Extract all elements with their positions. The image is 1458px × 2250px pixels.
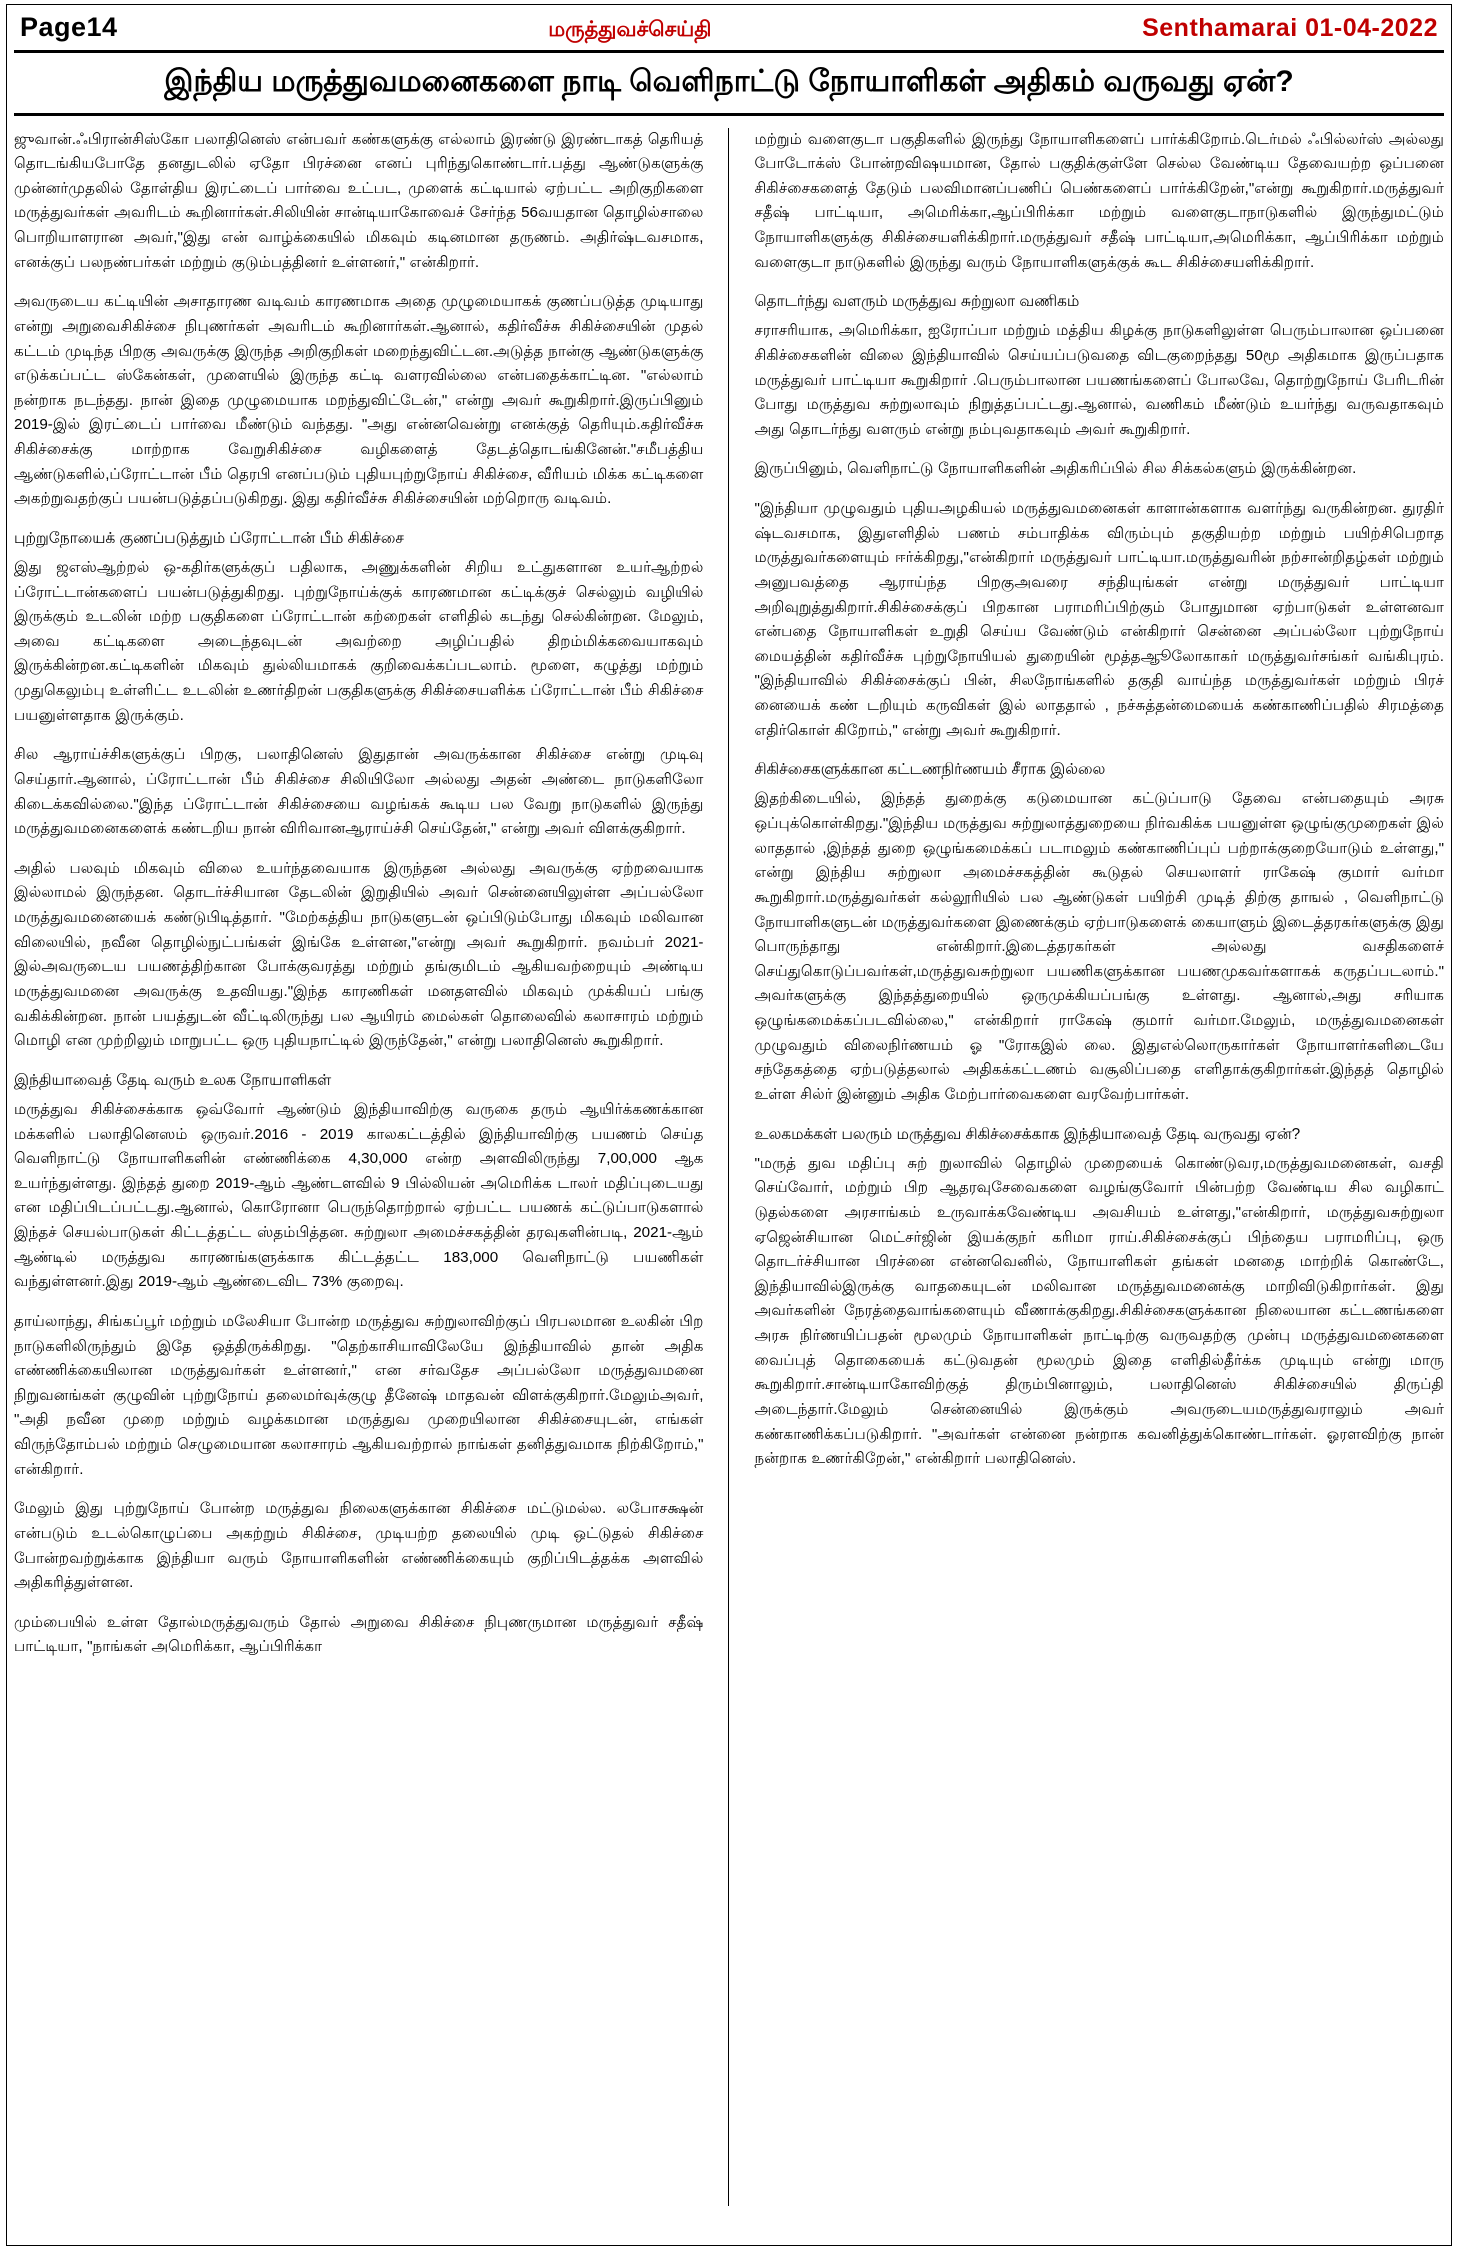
masthead — [14, 10, 1444, 53]
subheading: இந்தியாவைத் தேடி வரும் உலக நோயாளிகள் — [14, 1071, 332, 1089]
paragraph: அதில் பலவும் மிகவும் விலை உயர்ந்தவையாக இருந்தன அல்லது அவருக்கு ஏற்றவையாக இல்லாமல் இருந்தன. தொடர்ச்சியான தேடலின் இறுதியில் அவர் சென்னையிலுள்ள அப்பல்லோ மருத்துவமனையைக் கண்டுபிடித்தார். "மேற்கத்திய நாடுகளுடன் ஒப்பிடும்போது மிகவும் மலிவான விலையில், நவீன தொழில்நுட்பங்கள் இங்கே உள்ளன,"என்று அவர் கூறுகிறார். நவம்பர் 2021-இல்அவருடைய பயணத்திற்கான போக்குவரத்து மற்றும் தங்குமிடம் ஆகியவற்றையும் அண்டிய மருத்துவமனை அவருக்கு உதவியது."இந்த காரணிகள் மனதளவில் மிகவும் முக்கியப் பங்கு வகிக்கின்றன. நான் பயத்துடன் வீட்டிலிருந்து பல ஆயிரம் மைல்கள் தொலைவில் கலாசாரம் மற்றும் மொழி என முற்றிலும் மாறுபட்ட ஒரு புதியநாட்டில் இருந்தேன்," என்று பலாதினெஸ் கூறுகிறார். — [14, 859, 704, 1050]
paragraph: ஜுவான்.ஃபிரான்சிஸ்கோ பலாதினெஸ் என்பவர் கண்களுக்கு எல்லாம் இரண்டு இரண்டாகத் தெரியத் தொடங்கியபோதே தனதுடலில் ஏதோ பிரச்னை எனப் புரிந்துகொண்டார்.பத்து ஆண்டுகளுக்கு முன்னர்முதலில் தோள்திய இரட்டைப் பார்வை உட்பட, முளைக் கட்டியால் ஏற்பட்ட அறிகுறிகளை மருத்துவர்கள் அவரிடம் கூறினார்கள்.சிலியின் சான்டியாகோவைச் சேர்ந்த 56வயதான தொழில்சாலை பொறியாளரான அவர்,"இது என் வாழ்க்கையில் மிகவும் கடினமான தருணம். அதிர்ஷ்டவசமாக, எனக்குப் பலநண்பர்கள் மற்றும் குடும்பத்தினர் உள்ளனர்," என்கிறார். — [14, 130, 704, 271]
paper-name-and-date: Senthamarai 01-04-2022 — [1142, 14, 1438, 42]
subheading: தொடர்ந்து வளரும் மருத்துவ சுற்றுலா வணிகம் — [754, 293, 1080, 311]
paragraph: தாய்லாந்து, சிங்கப்பூர் மற்றும் மலேசியா போன்ற மருத்துவ சுற்றுலாவிற்குப் பிரபலமான உலகின் பிற நாடுகளிலிருந்தும் இதே ஒத்திருக்கிறது. "தெற்காசியாவிலேயே இந்தியாவில் தான் அதிக எண்ணிக்கையிலான மருத்துவர்கள் உள்ளனர்," என சர்வதேச அப்பல்லோ மருத்துவமனை நிறுவனங்கள் குழுவின் புற்றுநோய் தலைமர்வுக்குழு தீனேஷ் மாதவன் விளக்குகிறார்.மேலும்அவர், "அதி நவீன முறை மற்றும் வழக்கமான மருத்துவ முறையிலான சிகிச்சையுடன், எங்கள் விருந்தோம்பல் மற்றும் செழுமையான கலாசாரம் ஆகியவற்றால் நாங்கள் தனித்துவமாக நிற்கிறோம்," என்கிறார். — [14, 1312, 704, 1478]
paragraph: மேலும் இது புற்றுநோய் போன்ற மருத்துவ நிலைகளுக்கான சிகிச்சை மட்டுமல்ல. லபோசக்ஷன் என்படும் உடல்கொழுப்பை அகற்றும் சிகிச்சை, முடியற்ற தலையில் முடி ஒட்டுதல் சிகிச்சை போன்றவற்றுக்காக இந்தியா வரும் நோயாளிகளின் எண்ணிக்கையும் குறிப்பிடத்தக்க அளவில் அதிகரித்துள்ளன. — [14, 1500, 704, 1592]
paragraph: அவருடைய கட்டியின் அசாதாரண வடிவம் காரணமாக அதை முழுமையாகக் குணப்படுத்த முடியாது என்று அறுவைசிகிச்சை நிபுணர்கள் அவரிடம் கூறினார்கள்.ஆனால், கதிர்வீச்சு சிகிச்சையின் முதல் கட்டம் முடிந்த பிறகு அவருக்கு இருந்த அறிகுறிகள் மறைந்துவிட்டன.அடுத்த நான்கு ஆண்டுகளுக்கு எடுக்கப்பட்ட ஸ்கேன்கள், முளையில் இருந்த கட்டி வளரவில்லை என்பதைக்காட்டின. "எல்லாம் நன்றாக நடந்தது. நான் இதை முழுமையாக மறந்துவிட்டேன்," என்று அவர் கூறுகிறார்.இருப்பினும் 2019-இல் இரட்டைப் பார்வை மீண்டும் வந்தது. "அது என்னவென்று எனக்குத் தெரியும்.கதிர்வீச்சு சிகிச்சைக்கு மாற்றாக வேறுசிகிச்சை வழிகளைத் தேடத்தொடங்கினேன்."சமீபத்திய ஆண்டுகளில்,ப்ரோட்டான் பீம் தெரபி எனப்படும் புதியபுற்றுநோய் சிகிச்சை, வீரியம் மிக்க கட்டிகளை அகற்றுவதற்குப் பயன்படுத்தப்படுகிறது. இது கதிர்வீச்சு சிகிச்சையின் மற்றொரு வடிவம். — [14, 293, 704, 508]
paragraph: "மருத் துவ மதிப்பு சுற் றுலாவில் தொழில் முறையைக் கொண்டுவர,மருத்துவமனைகள், வசதி செய்வோர், மற்றும் பிற ஆதரவுசேவைகளை வழங்குவோர் பின்பற்ற வேண்டிய சில வழிகாட் டுதல்களை அரசாங்கம் உருவாக்கவேண்டிய அவசியம் உள்ளது,"என்கிறார், மருத்துவசுற்றுலா ஏஜென்சியான மெட்சர்ஜின் இயக்குநர் கரிமா ராய்.சிகிச்சைக்குப் பிந்தைய பராமரிப்பு, ஒரு தொடர்ச்சியான பிரச்னை என்னவெனில், நோயாளிகள் தங்கள் மனதை மாற்றிக் கொண்டே, இந்தியாவில்இருக்கு வாதகையுடன் மலிவான மருத்துவமனைக்கு மாறிவிடுகிறார்கள். இது அவர்களின் நேரத்தைவாங்களையும் வீணாக்குகிறது.சிகிச்சைகளுக்கான நிலையான கட்டணங்களை அரசு நிர்ணயிப்பதன் மூலமும் நோயாளிகள் நாட்டிற்கு வருவதற்கு முன்பு மருத்துவமனைகளை வைப்புத் தொகையைக் கட்டுவதன் மூலமும் இதை எளிதில்தீர்க்க முடியும் என்று மாரு கூறுகிறார்.சான்டியாகோவிற்குத் திரும்பினாலும், பலாதினெஸ் சிகிச்சையில் திருப்தி அடைந்தார்.மேலும் சென்னையில் இருக்கும் அவருடையமருத்துவராலும் அவர் கண்காணிக்கப்படுகிறார். "அவர்கள் என்னை நன்றாக கவனித்துக்கொண்டார்கள். ஓரளவிற்கு நான் நன்றாக உணர்கிறேன்," என்கிறார் பலாதினெஸ். — [754, 1154, 1444, 1468]
paragraph: இதற்கிடையில், இந்தத் துறைக்கு கடுமையான கட்டுப்பாடு தேவை என்பதையும் அரசு ஒப்புக்கொள்கிறது."இந்திய மருத்துவ சுற்றுலாத்துறையை நிர்வகிக்க பயனுள்ள ஒழுங்குமுறைகள் இல் லாததால் ,இந்தத் துறை ஒழுங்கமைக்கப் படாமலும் கண்காணிப்புப் பற்றாக்குறையோடும் உள்ளது," என்று இந்திய சுற்றுலா அமைச்சகத்தின் கூடுதல் செயலாளர் ராகேஷ் குமார் வர்மா கூறுகிறார்.மருத்துவர்கள் கல்லூரியில் பல ஆண்டுகள் பயிற்சி முடித் திற்கு தாஙல் , வெளிநாட்டு நோயாளிகளுடன் மருத்துவர்களை இணைக்கும் ஏற்பாடுகளைக் கையாளும் இடைத்தரகர்களுக்கு இது பொருந்தாது என்கிறார்.இடைத்தரகர்கள் அல்லது வசதிகளைச் செய்துகொடுப்பவர்கள்,மருத்துவசுற்றுலா பயணிகளுக்கான பயணமுகவர்களாகக் கருதப்படலாம்." அவர்களுக்கு இந்தத்துறையில் ஒருமுக்கியப்பங்கு உள்ளது. ஆனால்,அது சரியாக ஒழுங்கமைக்கப்படவில்லை," என்கிறார் ராகேஷ் குமார் வர்மா.மேலும், மருத்துவமனைகள் முழுவதும் விலைநிர்ணயம் ஓ "ரோகஇல் லை. இதுஎல்லொருகார்கள் நோயாளர்களிடையே சந்தேகத்தை ஏற்படுத்தலால் அதிகக்கட்டணம் வசூலிப்பதை எளிதாக்குகிறார்கள்.இந்தத் தொழில் உள்ள சில்ர் இன்னும் அதிக மேற்பார்வைகளை வரவேற்பார்கள். — [754, 790, 1444, 1103]
right-column — [755, 128, 1445, 2206]
paragraph: மருத்துவ சிகிச்சைக்காக ஒவ்வோர் ஆண்டும் இந்தியாவிற்கு வருகை தரும் ஆயிர்க்கணக்கான மக்களில் பலாதினெஸம் ஒருவர்.2016 - 2019 காலகட்டத்தில் இந்தியாவிற்கு பயணம் செய்த வெளிநாட்டு நோயாளிகளின் எண்ணிக்கை 4,30,000 என்ற அளவிலிருந்து 7,00,000 ஆக உயர்ந்துள்ளது. இந்தத் துறை 2019-ஆம் ஆண்டளவில் 9 பில்லியன் அமெரிக்க டாலர் மதிப்புடையது என மதிப்பிடப்பட்டது.ஆனால், கொரோனா பெருந்தொற்றால் ஏற்பட்ட பயணக் கட்டுப்பாடுகளால் இந்தச் செயல்பாடுகள் கிட்டத்தட்ட ஸ்தம்பித்தன. சுற்றுலா அமைச்சகத்தின் தரவுகளின்படி, 2021-ஆம் ஆண்டில் மருத்துவ காரணங்களுக்காக கிட்டத்தட்ட 183,000 வெளிநாட்டு பயணிகள் வந்துள்ளனர்.இது 2019-ஆம் ஆண்டைவிட 73% குறைவு. — [14, 1100, 704, 1291]
paragraph: மற்றும் வளைகுடா பகுதிகளில் இருந்து நோயாளிகளைப் பார்க்கிறோம்.டெர்மல் ஃபில்லர்ஸ் அல்லது போடோக்ஸ் போன்றவிஷயமான, தோல் பகுதிக்குள்ளே செல்ல வேண்டிய தேவையற்ற ஒப்பனை சிகிச்சைகளைத் தேடும் பலவிமானப்பணிப் பெண்களைப் பார்க்கிறேன்,"என்று கூறுகிறார்.மருத்துவர் சதீஷ் பாட்டியா, அமெரிக்கா,ஆப்பிரிக்கா மற்றும் வளைகுடாநாடுகளில் இருந்துமட்டும் நோயாளிகளுக்கு சிகிச்சையளிக்கிறார்.மருத்துவர் சதீஷ் பாட்டியா,அமெரிக்கா, ஆப்பிரிக்கா மற்றும் வளைகுடா நாடுகளில் இருந்து வரும் நோயாளிகளுக்குக் கூட சிகிச்சையளிக்கிறார். — [754, 130, 1444, 271]
subheading: சிகிச்சைகளுக்கான கட்டணநிர்ணயம் சீராக இல்லை — [754, 761, 1106, 779]
headline-container — [14, 53, 1444, 116]
paragraph: சில ஆராய்ச்சிகளுக்குப் பிறகு, பலாதினெஸ் இதுதான் அவருக்கான சிகிச்சை என்று முடிவு செய்தார்.ஆனால், ப்ரோட்டான் பீம் சிகிச்சை சிலியிலோ அல்லது அதன் அண்டை நாடுகளிலோ கிடைக்கவில்லை."இந்த ப்ரோட்டான் சிகிச்சையை வழங்கக் கூடிய பல வேறு நாடுகளில் இருந்து மருத்துவமனைகளைக் கண்டறிய நான் விரிவானஆராய்ச்சி செய்தேன்," என்று அவர் விளக்குகிறார். — [14, 746, 704, 838]
page-number: Page14 — [20, 12, 118, 42]
article-body — [14, 116, 1444, 2206]
paragraph: இருப்பினும், வெளிநாட்டு நோயாளிகளின் அதிகரிப்பில் சில சிக்கல்களும் இருக்கின்றன. — [754, 460, 1357, 478]
article-headline: இந்திய மருத்துவமனைகளை நாடி வெளிநாட்டு நோயாளிகள் அதிகம் வருவது ஏன்? — [164, 65, 1294, 98]
subheading: உலகமக்கள் பலரும் மருத்துவ சிகிச்சைக்காக இந்தியாவைத் தேடி வருவது ஏன்? — [754, 1125, 1301, 1143]
subheading: புற்றுநோயைக் குணப்படுத்தும் ப்ரோட்டான் பீம் சிகிச்சை — [14, 529, 404, 547]
section-title: மருத்துவச்செய்தி — [548, 18, 712, 41]
paragraph: மும்பையில் உள்ள தோல்மருத்துவரும் தோல் அறுவை சிகிச்சை நிபுணருமான மருத்துவர் சதீஷ் பாட்டியா, "நாங்கள் அமெரிக்கா, ஆப்பிரிக்கா — [14, 1613, 704, 1656]
left-column — [14, 128, 729, 2206]
paragraph: "இந்தியா முழுவதும் புதியஅழகியல் மருத்துவமனைகள் காளான்களாக வளர்ந்து வருகின்றன. துரதிர் ஷ்டவசமாக, இதுஎளிதில் பணம் சம்பாதிக்க விரும்பும் தகுதியற்ற மற்றும் பயிற்சிபெறாத மருத்துவர்களையும் ஈர்க்கிறது,"என்கிறார் மருத்துவர் பாட்டியா.மருத்துவரின் நற்சான்றிதழ்கள் மற்றும் அனுபவத்தை ஆராய்ந்த பிறகுஅவரை சந்தியுங்கள் என்று மருத்துவர் பாட்டியா அறிவுறுத்துகிறார்.சிகிச்சைக்குப் பிறகான பராமரிப்பிற்கும் போதுமான ஏற்பாடுகள் உள்ளனவா என்பதை நோயாளிகள் உறுதி செய்ய வேண்டும் என்கிறார் சென்னை அப்பல்லோ புற்றுநோய் மையத்தின் கதிர்வீச்சு புற்றுநோயியல் துறையின் மூத்தஆூலோகாகர் மருத்துவர்சங்கர் வங்கிபுரம். "இந்தியாவில் சிகிச்சைக்குப் பின், சிலநோங்களில் தகுதி வாய்ந்த மருத்துவர்கள் மற்றும் பிரச் னையைக் கண் டறியும் கருவிகள் இல் லாததால் , நச்சுத்தன்மையைக் கண்காணிப்பதில் சிரமத்தை எதிர்கொள் கிறோம்," என்று அவர் கூறுகிறார். — [754, 500, 1444, 739]
paragraph: சராசரியாக, அமெரிக்கா, ஐரோப்பா மற்றும் மத்திய கிழக்கு நாடுகளிலுள்ள பெரும்பாலான ஒப்பனை சிகிச்சைகளின் விலை இந்தியாவில் செய்யப்படுவதை விடகுறைந்தது 50மூ அதிகமாக இருப்பதாக மருத்துவர் பாட்டியா கூறுகிறார் .பெரும்பாலான பயணங்களைப் போலவே, தொற்றுநோய் பேரிடரின் போது மருத்துவ சுற்றுலாவும் நிறுத்தப்பட்டது.ஆனால், வணிகம் மீண்டும் உயர்ந்து வருவதாகவும் அது தொடர்ந்து வளரும் என்று நம்புவதாகவும் அவர் கூறுகிறார். — [754, 322, 1444, 438]
paragraph: இது ஜஎஸ்ஆற்றல் ஒ-கதிர்களுக்குப் பதிலாக, அணுக்களின் சிறிய உட்துகளான உயர்ஆற்றல் ப்ரோட்டான்களைப் பயன்படுத்துகிறது. புற்றுநோய்க்குக் காரணமான கட்டிக்குச் செல்லும் வழியில் இருக்கும் உடலின் மற்ற பகுதிகளை ப்ரோட்டான் கற்றைகள் எளிதில் கடந்து செல்கின்றன. மேலும், அவை கட்டிகளை அடைந்தவுடன் அவற்றை அழிப்பதில் திறம்மிக்கவையாகவும் இருக்கின்றன.கட்டிகளின் மிகவும் துல்லியமாகக் குறிவைக்கப்படலாம். மூளை, கழுத்து மற்றும் முதுகெலும்பு உள்ளிட்ட உடலின் உணர்திறன் பகுதிகளுக்கு சிகிச்சையளிக்க ப்ரோட்டான் பீம் சிகிச்சை பயனுள்ளதாக இருக்கும். — [14, 558, 704, 724]
